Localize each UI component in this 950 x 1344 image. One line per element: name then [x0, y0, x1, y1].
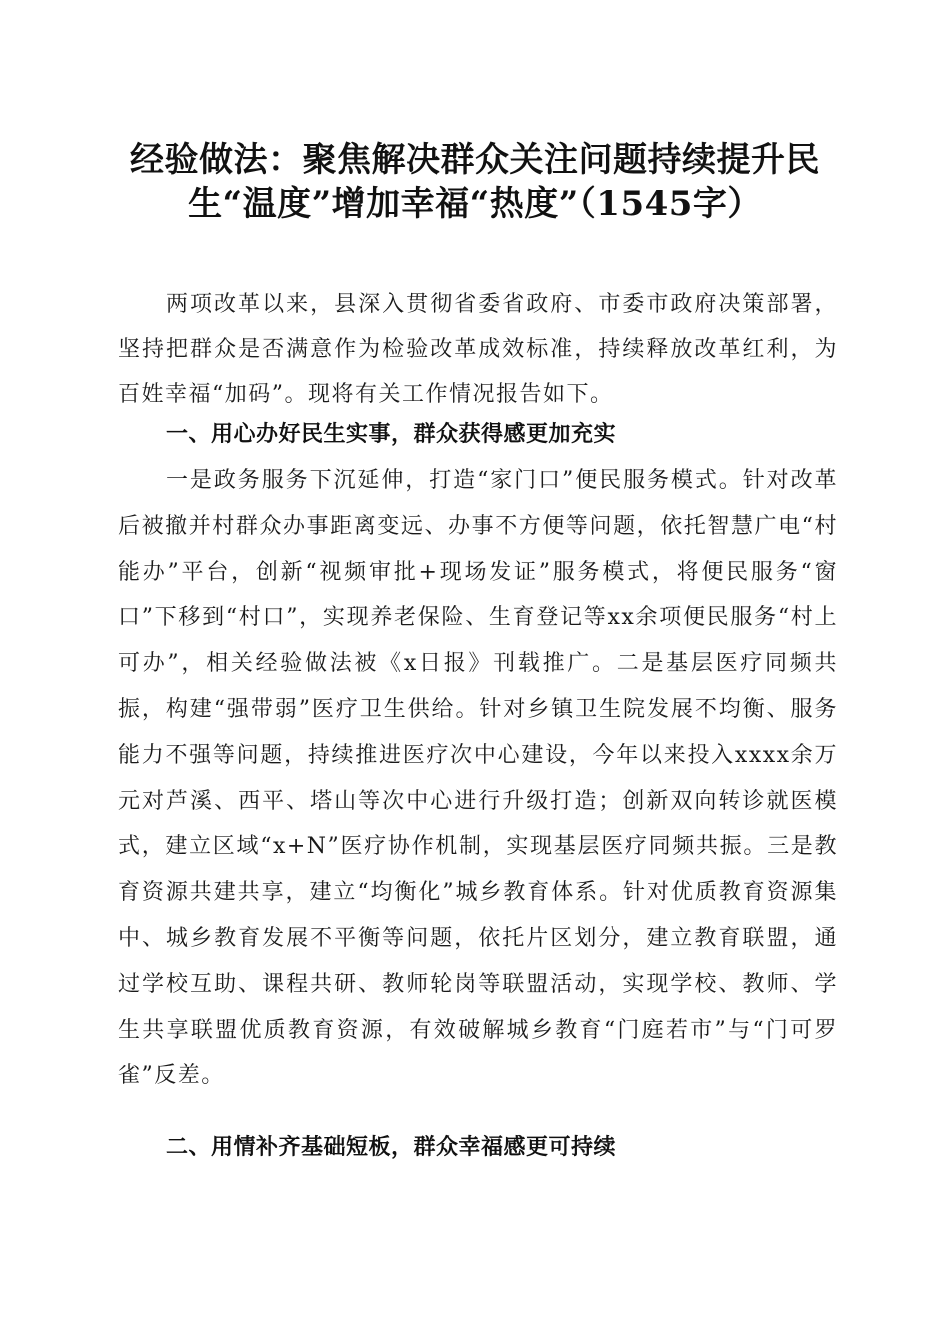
document-title: [110, 138, 840, 226]
intro-paragraph: 两项改革以来，县深入贯彻省委省政府、市委市政府决策部署，坚持把群众是否满意作为检验改革成效标准，持续释放改革红利，为百姓幸福“加码”。现将有关工作情况报告如下。: [118, 292, 838, 407]
title-line-1: 经验做法：聚焦解决群众关注问题持续提升民: [130, 140, 820, 180]
section-2-heading: 二、用情补齐基础短板，群众幸福感更可持续: [166, 1135, 617, 1160]
section-1-heading: 一、用心办好民生实事，群众获得感更加充实: [166, 422, 617, 447]
section-1-paragraph: 一是政务服务下沉延伸，打造“家门口”便民服务模式。针对改革后被撤并村群众办事距离变远、办事不方便等问题，依托智慧广电“村能办”平台，创新“视频审批+现场发证”服务模式，将便民服务“窗口”下移到“村口”，实现养老保险、生育登记等xx余项便民服务“村上可办”，相关经验做法被《x日报》刊载推广。二是基层医疗同频共振，构建“强带弱”医疗卫生供给。针对乡镇卫生院发展不均衡、服务能力不强等问题，持续推进医疗次中心建设，今年以来投入xxxx余万元对芦溪、西平、塔山等次中心进行升级打造；创新双向转诊就医模式，建立区域“x+N”医疗协作机制，实现基层医疗同频共振。三是教育资源共建共享，建立“均衡化”城乡教育体系。针对优质教育资源集中、城乡教育发展不平衡等问题，依托片区划分，建立教育联盟，通过学校互助、课程共研、教师轮岗等联盟活动，实现学校、教师、学生共享联盟优质教育资源，有效破解城乡教育“门庭若市”与“门可罗雀”反差。: [118, 468, 838, 1089]
title-line-2: 生“温度”增加幸福“热度”（1545字）: [188, 184, 762, 224]
